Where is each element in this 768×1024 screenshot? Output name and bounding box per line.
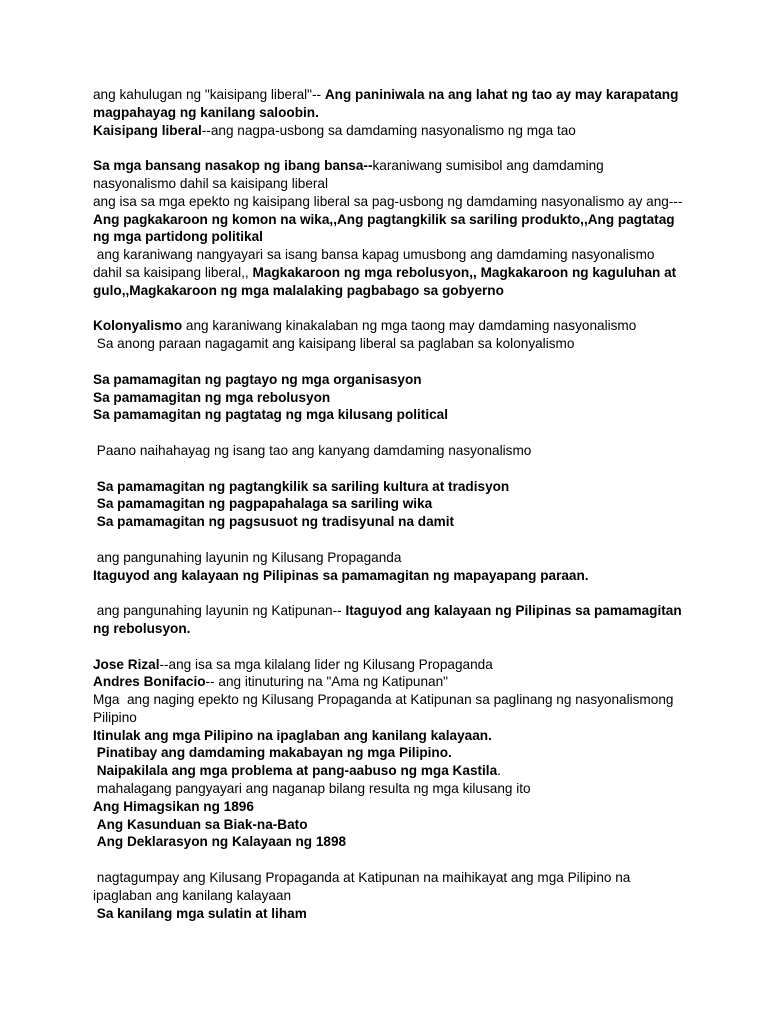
text: -- ang itinuturing na "Ama ng Katipunan" — [205, 674, 448, 690]
spacer — [93, 638, 683, 656]
answer-line: Itinulak ang mga Pilipino na ipaglaban ang kanilang kalayaan. — [93, 727, 492, 743]
answer-line: Sa kanilang mga sulatin at liham — [93, 905, 307, 921]
text: ang pangunahing layunin ng Katipunan-- — [93, 603, 346, 619]
document-body — [93, 86, 687, 922]
paragraph-colonialism — [93, 317, 683, 335]
question-effects: Mga ang naging epekto ng Kilusang Propaganda at Katipunan sa paglinang ng nasyonalismong Pilipino — [93, 692, 678, 725]
answer-line: Sa pamamagitan ng pagtayo ng mga organisasyon — [93, 371, 422, 387]
text-bold: Sa mga bansang nasakop ng ibang bansa-- — [93, 158, 373, 174]
answer-line: Ang Deklarasyon ng Kalayaan ng 1898 — [93, 834, 347, 850]
answer-line: Ang Kasunduan sa Biak-na-Bato — [93, 816, 308, 832]
question-important-events: mahalagang pangyayari ang naganap bilang resulta ng mga kilusang ito — [93, 781, 531, 797]
spacer — [93, 300, 683, 318]
spacer — [93, 424, 683, 442]
question-express-nationalism: Paano naihahayag ng isang tao ang kanyang damdaming nasyonalismo — [93, 442, 532, 458]
paragraph-consequences — [93, 246, 683, 299]
paragraph-effects — [93, 193, 687, 246]
text-bold: Kolonyalismo — [93, 318, 183, 334]
spacer — [93, 460, 683, 478]
question-success: nagtagumpay ang Kilusang Propaganda at Katipunan na maihikayat ang mga Pilipino na ipaglaban ang kanilang kalayaan — [93, 870, 635, 903]
spacer — [93, 851, 683, 869]
spacer — [93, 531, 683, 549]
text-bold: Itaguyod ang kalayaan ng Pilipinas sa pamamagitan ng rebolusyon. — [93, 603, 686, 636]
text: ang karaniwang nangyayari sa isang bansa kapag umusbong ang damdaming nasyonalismo dahil sa kaisipang liberal,, — [93, 247, 659, 280]
text-bold: Ang pagkakaroon ng komon na wika,,Ang pagtangkilik sa sariling produkto,,Ang pagtatag ng mga partidong politikal — [93, 211, 679, 245]
text-bold: Naipakilala ang mga problema at pang-aabuso ng mga Kastila — [93, 763, 498, 779]
text: . — [497, 763, 501, 779]
paragraph-colonized-nations — [93, 157, 683, 193]
paragraph-liberal-meaning — [93, 86, 683, 122]
text-bold: Ang paniniwala na ang lahat ng tao ay may karapatang magpahayag ng kanilang saloobin. — [93, 87, 683, 120]
spacer — [93, 584, 683, 602]
question-liberal-against-colonialism: Sa anong paraan nagagamit ang kaisipang liberal sa paglaban sa kolonyalismo — [93, 336, 575, 352]
answer-line: Pinatibay ang damdaming makabayan ng mga Pilipino. — [93, 745, 452, 761]
spacer — [93, 139, 683, 157]
spacer — [93, 353, 683, 371]
text: ang kahulugan ng "kaisipang liberal"-- — [93, 87, 325, 102]
paragraph-katipunan-goal — [93, 602, 686, 638]
text-bold: Jose Rizal — [93, 656, 160, 672]
text: ang karaniwang kinakalaban ng mga taong may damdaming nasyonalismo — [182, 318, 637, 334]
text-bold: Kaisipang liberal — [93, 122, 202, 138]
answer-line: Sa pamamagitan ng pagsusuot ng tradisyunal na damit — [93, 514, 455, 530]
text: --ang nagpa-usbong sa damdaming nasyonalismo ng mga tao — [201, 122, 576, 138]
answer-line: Sa pamamagitan ng pagpapahalaga sa sariling wika — [93, 496, 433, 512]
answer-line: Sa pamamagitan ng pagtatag ng mga kilusang political — [93, 407, 449, 423]
paragraph-jose-rizal — [93, 656, 683, 674]
answer-line: Ang Himagsikan ng 1896 — [93, 798, 254, 814]
text-bold: Magkakaroon ng mga rebolusyon,, Magkakaroon ng kaguluhan at gulo,,Magkakaroon ng mga malalaking pagbabago sa gobyerno — [93, 264, 680, 298]
text: karaniwang sumisibol ang damdaming nasyonalismo dahil sa kaisipang liberal — [93, 158, 608, 191]
paragraph-andres-bonifacio — [93, 673, 683, 691]
answer-line — [93, 762, 683, 780]
answer-line: Itaguyod ang kalayaan ng Pilipinas sa pamamagitan ng mapayapang paraan. — [93, 567, 589, 583]
text: --ang isa sa mga kilalang lider ng Kilusang Propaganda — [159, 656, 493, 672]
text: ang isa sa mga epekto ng kaisipang liberal sa pag-usbong ng damdaming nasyonalismo ay ang--- — [93, 193, 687, 209]
question-propaganda-goal: ang pangunahing layunin ng Kilusang Propaganda — [93, 549, 402, 565]
answer-line: Sa pamamagitan ng pagtangkilik sa sariling kultura at tradisyon — [93, 478, 510, 494]
text-bold: Andres Bonifacio — [93, 674, 206, 690]
paragraph-liberal-effect — [93, 122, 683, 140]
answer-line: Sa pamamagitan ng mga rebolusyon — [93, 389, 331, 405]
